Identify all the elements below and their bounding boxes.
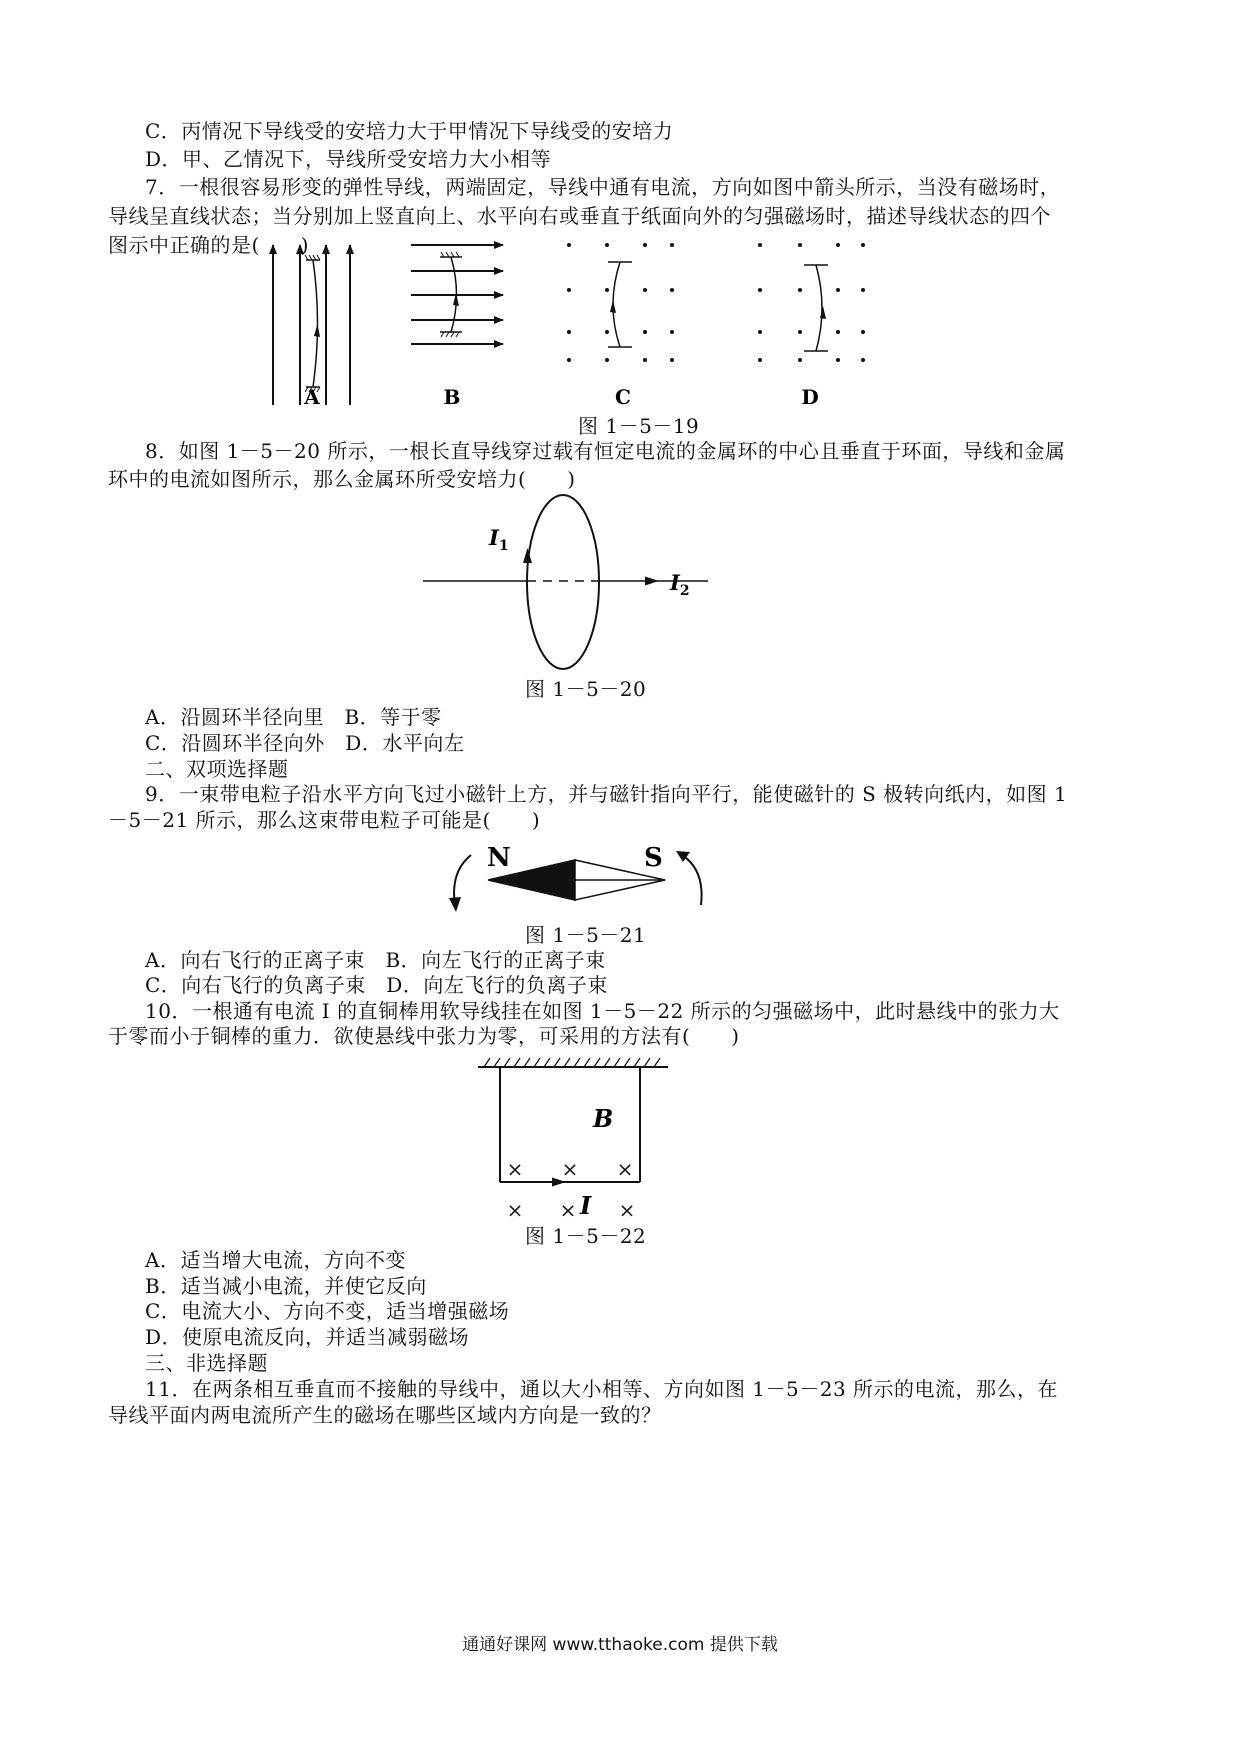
north-pole-label: N xyxy=(487,843,511,873)
panel-d-diagram xyxy=(758,243,865,362)
question-9-line-1: 9．一束带电粒子沿水平方向飞过小磁针上方，并与磁针指向平行，能使磁针的 S 极转向纸内，如图 1 xyxy=(145,782,1068,806)
figure-caption-1-5-22: 图 1－5－22 xyxy=(525,1224,647,1248)
question-10-option-d: D．使原电流反向，并适当减弱磁场 xyxy=(145,1325,470,1349)
question-10-option-c: C．电流大小、方向不变，适当增强磁场 xyxy=(145,1299,510,1323)
svg-text:×: × xyxy=(506,1157,524,1181)
question-9-options-ab: A．向右飞行的正离子束 B．向左飞行的正离子束 xyxy=(145,948,606,972)
svg-text:×: × xyxy=(506,1198,524,1222)
figure-caption-1-5-20: 图 1－5－20 xyxy=(525,677,647,701)
figure-caption-1-5-19: 图 1－5－19 xyxy=(578,414,700,438)
svg-text:×: × xyxy=(559,1198,577,1222)
question-9-line-2: －5－21 所示，那么这束带电粒子可能是( ) xyxy=(108,808,541,832)
figure-caption-1-5-21: 图 1－5－21 xyxy=(525,923,647,947)
field-b-label: B xyxy=(593,1104,614,1133)
panel-a-diagram xyxy=(273,245,350,405)
question-8-options-cd: C．沿圆环半径向外 D．水平向左 xyxy=(145,731,465,755)
panel-label-b: B xyxy=(443,385,461,409)
question-9-options-cd: C．向右飞行的负离子束 D．向左飞行的负离子束 xyxy=(145,973,608,997)
current-i1-label: $I_1$ xyxy=(489,525,509,554)
panel-c-diagram xyxy=(567,243,674,362)
question-10-option-a: A．适当增大电流，方向不变 xyxy=(145,1248,406,1272)
option-c-q6: C．丙情况下导线受的安培力大于甲情况下导线受的安培力 xyxy=(145,119,674,143)
question-11-line-2: 导线平面内两电流所产生的磁场在哪些区域内方向是一致的？ xyxy=(108,1403,662,1427)
figure-1-5-21 xyxy=(0,835,1240,935)
svg-text:×: × xyxy=(618,1198,636,1222)
panel-label-a: A xyxy=(304,385,320,409)
question-10-line-2: 于零而小于铜棒的重力．欲使悬线中张力为零，可采用的方法有( ) xyxy=(108,1024,740,1048)
section-3-heading: 三、非选择题 xyxy=(145,1351,268,1375)
south-pole-label: S xyxy=(644,843,663,873)
figure-1-5-20 xyxy=(0,488,1240,688)
question-10-option-b: B．适当减小电流，并使它反向 xyxy=(145,1274,427,1298)
section-2-heading: 二、双项选择题 xyxy=(145,757,289,781)
current-i-label: I xyxy=(580,1191,592,1220)
question-8-line-1: 8．如图 1－5－20 所示，一根长直导线穿过载有恒定电流的金属环的中心且垂直于环面，导线和金属 xyxy=(145,439,1066,463)
panel-label-d: D xyxy=(801,385,819,409)
figure-1-5-19 xyxy=(0,235,1240,435)
svg-text:×: × xyxy=(561,1157,579,1181)
svg-text:×: × xyxy=(616,1157,634,1181)
figure-1-5-22 xyxy=(0,1052,1240,1232)
page-footer: 通通好课网 www.tthaoke.com 提供下载 xyxy=(462,1635,778,1655)
question-11-line-1: 11．在两条相互垂直而不接触的导线中，通以大小相等、方向如图 1－5－23 所示的电流，那么，在 xyxy=(145,1377,1059,1401)
question-8-options-ab: A．沿圆环半径向里 B．等于零 xyxy=(145,705,442,729)
panel-label-c: C xyxy=(615,385,631,409)
question-7-line-3: 图示中正确的是( ) xyxy=(108,233,310,257)
question-8-line-2: 环中的电流如图所示，那么金属环所受安培力( ) xyxy=(108,467,576,491)
question-7-line-1: 7．一根很容易形变的弹性导线，两端固定，导线中通有电流，方向如图中箭头所示，当没有磁场时， xyxy=(145,175,1061,199)
option-d-q6: D．甲、乙情况下，导线所受安培力大小相等 xyxy=(145,147,552,171)
current-i2-label: $I_2$ xyxy=(670,570,690,599)
panel-b-diagram xyxy=(411,245,503,344)
question-7-line-2: 导线呈直线状态；当分别加上竖直向上、水平向右或垂直于纸面向外的匀强磁场时，描述导线状态的四个 xyxy=(108,204,1051,228)
question-10-line-1: 10．一根通有电流 I 的直铜棒用软导线挂在如图 1－5－22 所示的匀强磁场中，此时悬线中的张力大 xyxy=(145,999,1060,1023)
